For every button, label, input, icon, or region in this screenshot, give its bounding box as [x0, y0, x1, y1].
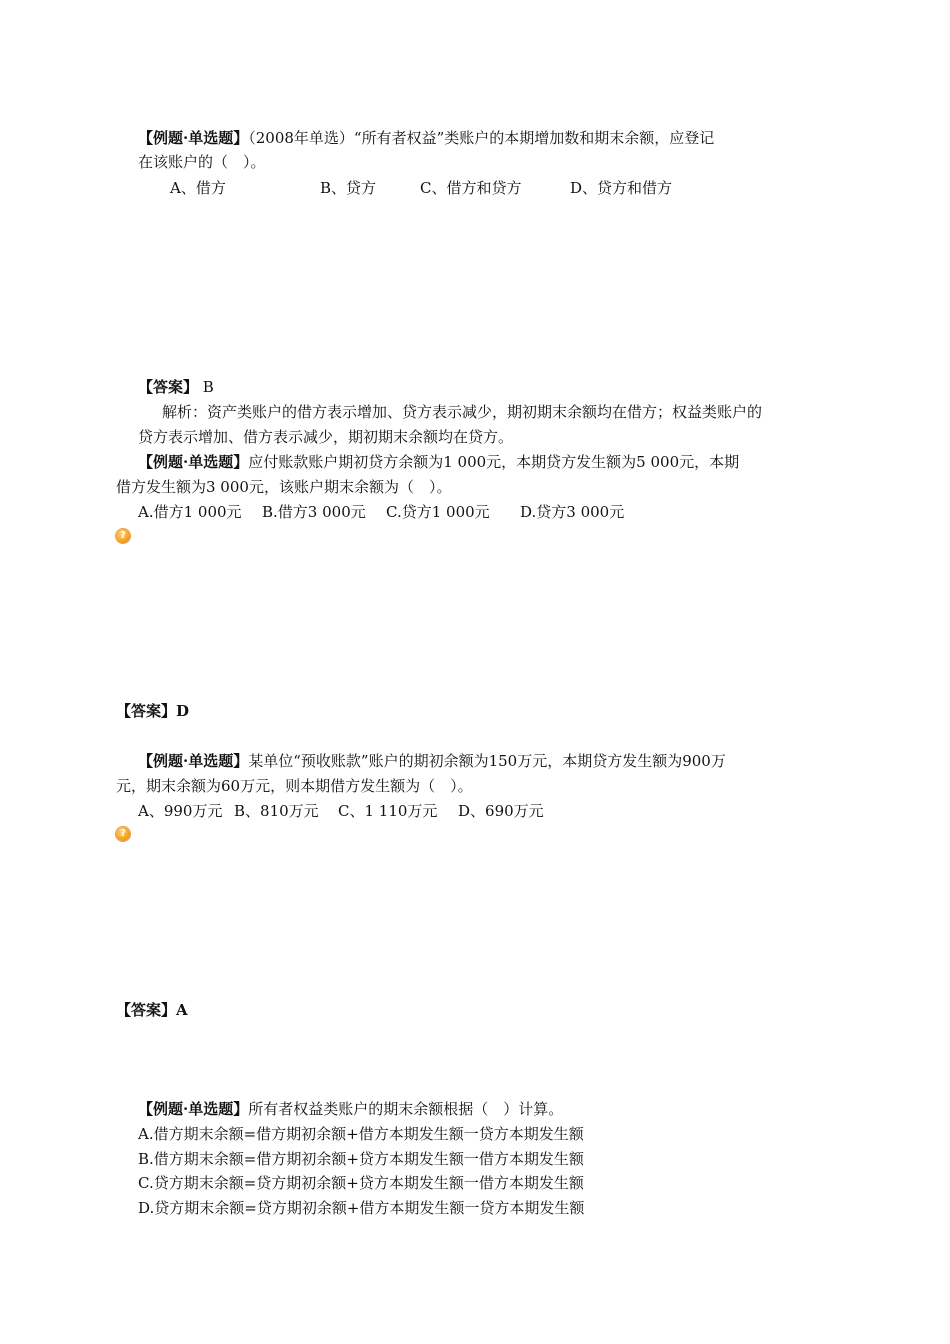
q3-options — [138, 800, 544, 822]
q1-tag: 【例题·单选题】 — [138, 129, 249, 147]
q2-option-a: A.借方1 000元 — [138, 503, 242, 521]
q1-text-line1: （2008年单选）“所有者权益”类账户的本期增加数和期末余额，应登记 — [248, 129, 715, 147]
q1-options — [170, 177, 672, 199]
q1-answer-value: B — [202, 378, 214, 396]
q1-stem-line1 — [138, 127, 714, 149]
q3-text-line2: 元，期末余额为60万元，则本期借方发生额为（ ）。 — [116, 777, 473, 795]
q4-option-d: D.贷方期末余额=贷方期初余额+借方本期发生额一贷方本期发生额 — [138, 1199, 585, 1217]
q3-option-b: B、810万元 — [234, 802, 319, 820]
q1-option-c: C、借方和贷方 — [420, 179, 522, 197]
q1-text-line2: 在该账户的（ ）。 — [138, 153, 266, 171]
q1-analysis-line1: 解析：资产类账户的借方表示增加、贷方表示减少，期初期末余额均在借方；权益类账户的 — [162, 403, 763, 421]
question-icon[interactable]: ? — [116, 529, 130, 543]
q2-option-d: D.贷方3 000元 — [520, 503, 625, 521]
q1-analysis-line2: 贷方表示增加、借方表示减少，期初期末余额均在贷方。 — [138, 428, 514, 446]
question-icon[interactable]: ? — [116, 827, 130, 841]
q1-option-a: A、借方 — [170, 179, 226, 197]
q2-tag: 【例题·单选题】 — [138, 453, 249, 471]
q2-option-b: B.借方3 000元 — [262, 503, 366, 521]
q3-option-d: D、690万元 — [458, 802, 544, 820]
q1-option-d: D、贷方和借方 — [570, 179, 673, 197]
q2-stem-line1 — [138, 451, 739, 473]
q4-option-a: A.借方期末余额=借方期初余额+借方本期发生额一贷方本期发生额 — [138, 1125, 584, 1143]
q2-text-line1: 应付账款账户期初贷方余额为1 000元，本期贷方发生额为5 000元，本期 — [248, 453, 740, 471]
q3-option-a: A、990万元 — [138, 802, 223, 820]
q3-text-line1: 某单位“预收账款”账户的期初余额为150万元，本期贷方发生额为900万 — [248, 752, 726, 770]
q1-option-b: B、贷方 — [320, 179, 377, 197]
q3-option-c: C、1 110万元 — [338, 802, 438, 820]
q2-answer: 【答案】D — [116, 702, 190, 720]
q4-tag: 【例题·单选题】 — [138, 1100, 249, 1118]
q3-stem-line1 — [138, 750, 726, 772]
q4-option-b: B.借方期末余额=借方期初余额+贷方本期发生额一借方本期发生额 — [138, 1150, 584, 1168]
q2-option-c: C.贷方1 000元 — [386, 503, 490, 521]
q4-option-c: C.贷方期末余额=贷方期初余额+贷方本期发生额一借方本期发生额 — [138, 1174, 584, 1192]
q1-answer-label: 【答案】 — [138, 378, 199, 396]
q3-tag: 【例题·单选题】 — [138, 752, 249, 770]
q4-text-line1: 所有者权益类账户的期末余额根据（ ）计算。 — [248, 1100, 564, 1118]
q2-options — [138, 501, 624, 523]
q3-answer: 【答案】A — [116, 1001, 188, 1019]
q4-stem-line1 — [138, 1098, 563, 1120]
q1-answer — [138, 376, 214, 398]
q2-text-line2: 借方发生额为3 000元，该账户期末余额为（ ）。 — [116, 478, 452, 496]
